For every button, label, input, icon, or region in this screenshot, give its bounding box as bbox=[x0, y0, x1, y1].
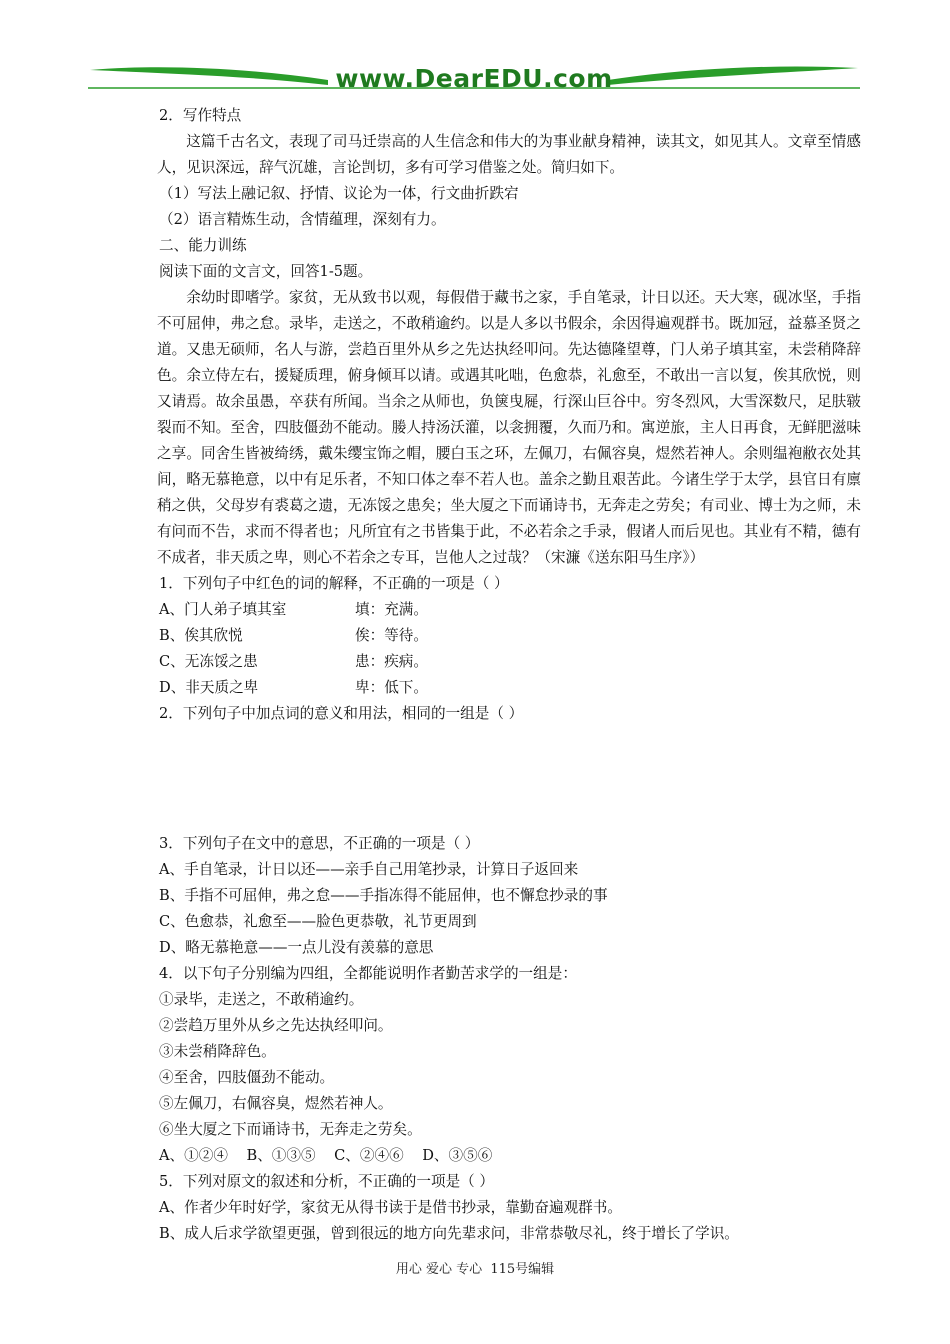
q4-item-1: ①录毕，走送之，不敢稍逾约。 bbox=[159, 991, 364, 1008]
q5-option-a: A、作者少年时好学，家贫无从得书读于是借书抄录，靠勤奋遍观群书。 bbox=[159, 1199, 622, 1216]
question-5: 5．下列对原文的叙述和分析，不正确的一项是（ ） bbox=[159, 1173, 494, 1190]
blank-space bbox=[159, 727, 861, 831]
q4-item-4: ④至舍，四肢僵劲不能动。 bbox=[159, 1069, 335, 1086]
q3-option-c: C、色愈恭，礼愈至——脸色更恭敬，礼节更周到 bbox=[159, 913, 477, 930]
site-logo: www.DearEDU.com bbox=[335, 64, 613, 93]
q4-item-3: ③未尝稍降辞色。 bbox=[159, 1043, 276, 1060]
question-2: 2．下列句子中加点词的意义和用法，相同的一组是（ ） bbox=[159, 705, 524, 722]
q5-option-b: B、成人后求学欲望更强，曾到很远的地方向先辈求问，非常恭敬尽礼，终于增长了学识。 bbox=[159, 1225, 739, 1242]
question-3: 3．下列句子在文中的意思，不正确的一项是（ ） bbox=[159, 835, 480, 852]
list-item-writing-2: （2）语言精炼生动，含情蕴理，深刻有力。 bbox=[159, 211, 446, 228]
q1-option-b: B、俟其欣悦 俟：等待。 bbox=[159, 627, 428, 644]
question-4: 4．以下句子分别编为四组，全都能说明作者勤苦求学的一组是： bbox=[159, 965, 577, 982]
q1-option-a: A、门人弟子填其室 填：充满。 bbox=[159, 601, 428, 618]
q4-item-6: ⑥坐大厦之下而诵诗书，无奔走之劳矣。 bbox=[159, 1121, 422, 1138]
q4-item-5: ⑤左佩刀，右佩容臭，煜然若神人。 bbox=[159, 1095, 393, 1112]
page-footer: 用心 爱心 专心 115号编辑 bbox=[395, 1262, 555, 1277]
section-heading-writing-features: 2．写作特点 bbox=[159, 107, 242, 124]
q3-option-b: B、手指不可屈伸，弗之怠——手指冻得不能屈伸，也不懈怠抄录的事 bbox=[159, 887, 608, 904]
q4-item-2: ②尝趋万里外从乡之先达执经叩问。 bbox=[159, 1017, 393, 1034]
question-1: 1．下列句子中红色的词的解释，不正确的一项是（ ） bbox=[159, 575, 509, 592]
q3-option-a: A、手自笔录，计日以还——亲手自己用笔抄录，计算日子返回来 bbox=[159, 861, 579, 878]
q3-option-d: D、略无慕艳意——一点儿没有羡慕的意思 bbox=[159, 939, 434, 956]
classical-passage: 余幼时即嗜学。家贫，无从致书以观，每假借于藏书之家，手自笔录，计日以还。天大寒，砚冰坚，手指不可屈伸，弗之怠。录毕，走送之，不敢稍逾约。以是人多以书假余，余因得遍观群书。既加冠，益慕圣贤之道。又患无硕师，名人与游，尝趋百里外从乡之先达执经叩问。先达德隆望尊，门人弟子填其室，未尝稍降辞色。余立侍左右，援疑质理，俯身倾耳以请。或遇其叱咄，色愈恭，礼愈至，不敢出一言以复，俟其欣悦，则又请焉。故余虽愚，卒获有所闻。当余之从师也，负箧曳屣，行深山巨谷中。穷冬烈风，大雪深数尺，足肤皲裂而不知。至舍，四肢僵劲不能动。媵人持汤沃灌，以衾拥覆，久而乃和。寓逆旅，主人日再食，无鲜肥滋味之享。同舍生皆被绮绣，戴朱缨宝饰之帽，腰白玉之环，左佩刀，右佩容臭，煜然若神人。余则缊袍敝衣处其间，略无慕艳意，以中有足乐者，不知口体之奉不若人也。盖余之勤且艰苦此。今诸生学于太学，县官日有廪稍之供，父母岁有裘葛之遗，无冻馁之患矣；坐大厦之下而诵诗书，无奔走之劳矣；有司业、博士为之师，未有问而不告，求而不得者也；凡所宜有之书皆集于此，不必若余之手录，假诸人而后见也。其业有不精，德有不成者，非天质之卑，则心不若余之专耳，岂他人之过哉？（宋濂《送东阳马生序》） bbox=[157, 289, 861, 566]
list-item-writing-1: （1）写法上融记叙、抒情、议论为一体，行文曲折跌宕 bbox=[159, 185, 519, 202]
paragraph-writing-features: 这篇千古名文，表现了司马迁崇高的人生信念和伟大的为事业献身精神，读其文，如见其人。文章至情感人，见识深远，辞气沉雄，言论剀切，多有可学习借鉴之处。简归如下。 bbox=[157, 133, 861, 176]
q1-option-c: C、无冻馁之患 患：疾病。 bbox=[159, 653, 428, 670]
q1-option-d: D、非天质之卑 卑：低下。 bbox=[159, 679, 428, 696]
q4-choices: A、①②④ B、①③⑤ C、②④⑥ D、③⑤⑥ bbox=[159, 1147, 493, 1164]
document-body bbox=[159, 103, 861, 1247]
site-header-banner bbox=[88, 58, 860, 98]
section-title-ability-training: 二、能力训练 bbox=[159, 237, 247, 254]
reading-instruction: 阅读下面的文言文，回答1-5题。 bbox=[159, 263, 373, 280]
